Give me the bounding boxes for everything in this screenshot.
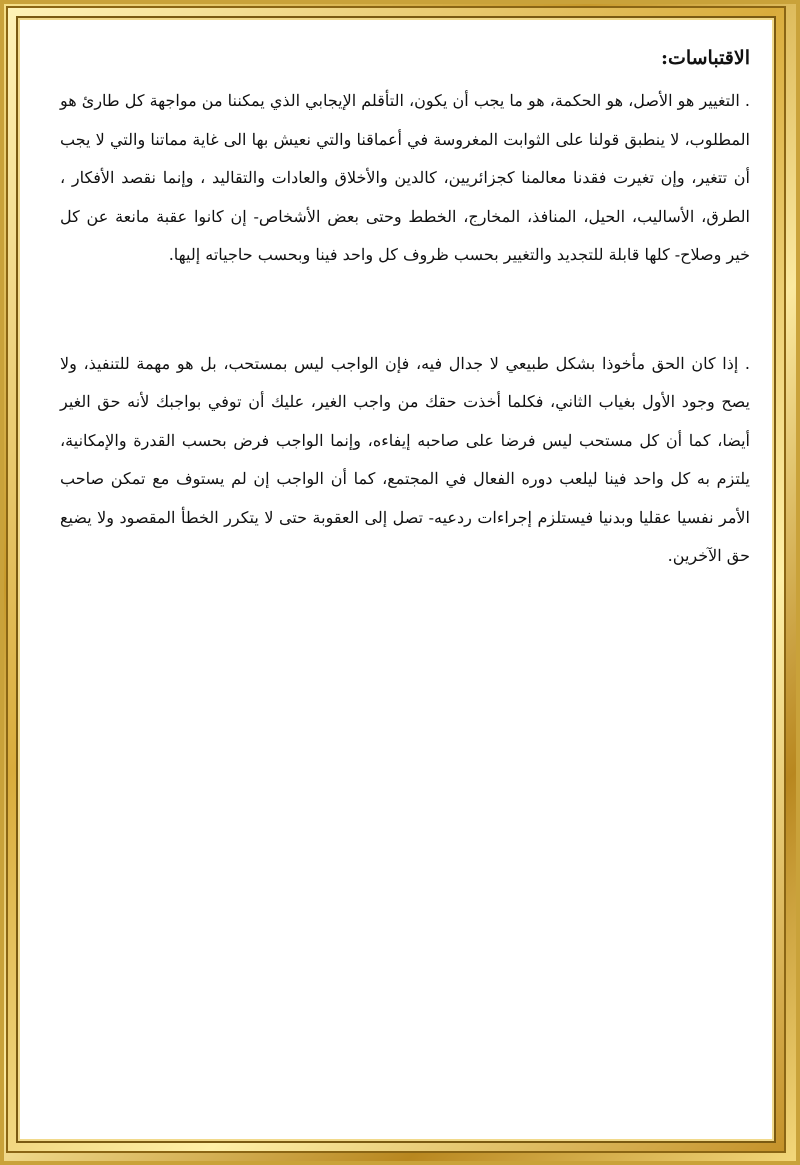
section-heading: الاقتباسات:: [660, 47, 750, 69]
quote-paragraph-1: . التغيير هو الأصل، هو الحكمة، هو ما يجب أن يكون، التأقلم الإيجابي الذي يمكننا من مواجهة كل طارئ هو المطلوب، لا ينطبق قولنا على الثوابت المغروسة في أعماقنا والتي نعيش بها الى غاية مماتنا والتي لا يجب أن تتغير، وإن تغيرت فقدنا معالمنا كجزائريين، كالدين والأخلاق والعادات والتقاليد ، وإنما نقصد الأفكار ، الطرق، الأساليب، الحيل، المنافذ، المخارج، الخطط وحتى بعض الأشخاص- إن كانوا عقبة مانعة عن كل خير وصلاح- كلها قابلة للتجديد والتغيير بحسب ظروف كل واحد فينا وبحسب حاجياته إليها.: [60, 91, 751, 264]
document-body: [60, 40, 750, 576]
quote-paragraph-2: . إذا كان الحق مأخوذا بشكل طبيعي لا جدال فيه، فإن الواجب ليس بمستحب، بل هو مهمة للتنفيذ، ولا يصح وجود الأول بغياب الثاني، فكلما أخذت حقك من واجب الغير، عليك أن توفي بواجبك لأنه حق الغير أيضا، كما أن كل مستحب ليس فرضا على صاحبه إيفاءه، وإنما الواجب فرض بحسب القدرة والإمكانية، يلتزم به كل واحد فينا ليلعب دوره الفعال في المجتمع، كما أن الواجب إن لم يستوف مع تمكن صاحب الأمر نفسيا عقليا وبدنيا فيستلزم إجراءات ردعيه- تصل إلى العقوبة حتى لا يتكرر الخطأ المقصود ولا يضيع حق الآخرين.: [60, 353, 751, 565]
